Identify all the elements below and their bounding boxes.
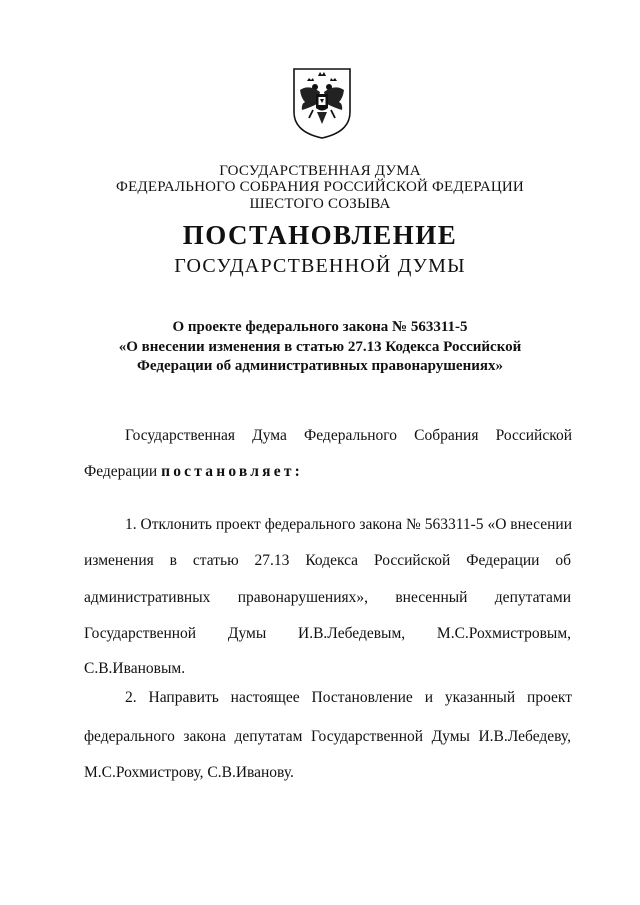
document-subtitle: ГОСУДАРСТВЕННОЙ ДУМЫ — [174, 255, 466, 277]
subject-line-2: «О внесении изменения в статью 27.13 Кодекса Российской — [118, 339, 522, 355]
paragraph-2-line-2: федерального закона депутатам Государственной Думы И.В.Лебедеву, — [84, 728, 571, 745]
paragraph-1-line-2: изменения в статью 27.13 Кодекса Российской Федерации об — [84, 552, 571, 569]
intro-line-2-prefix: Федерации — [84, 463, 162, 480]
subject-line-3: Федерации об административных правонарушениях» — [137, 358, 503, 374]
paragraph-1-line-1: 1. Отклонить проект федерального закона № 563311-5 «О внесении — [125, 516, 572, 533]
coat-of-arms-emblem — [291, 66, 353, 141]
document-title: ПОСТАНОВЛЕНИЕ — [182, 220, 458, 250]
paragraph-1-line-3: административных правонарушениях», внесенный депутатами — [84, 589, 571, 606]
paragraph-2-line-1: 2. Направить настоящее Постановление и указанный проект — [125, 689, 572, 706]
subject-line-1: О проекте федерального закона № 563311-5 — [172, 319, 468, 335]
header-line-3: ШЕСТОГО СОЗЫВА — [249, 196, 391, 212]
header-line-1: ГОСУДАРСТВЕННАЯ ДУМА — [219, 163, 421, 179]
paragraph-1-line-5: С.В.Ивановым. — [84, 660, 186, 677]
decree-word: постановляет: — [161, 463, 303, 480]
paragraph-2-line-3: М.С.Рохмистрову, С.В.Иванову. — [84, 764, 294, 781]
paragraph-1-line-4: Государственной Думы И.В.Лебедевым, М.С.Рохмистровым, — [84, 625, 571, 642]
intro-line-2 — [84, 463, 571, 481]
header-line-2: ФЕДЕРАЛЬНОГО СОБРАНИЯ РОССИЙСКОЙ ФЕДЕРАЦИИ — [116, 179, 524, 195]
intro-line-1: Государственная Дума Федерального Собрания Российской — [125, 427, 572, 444]
